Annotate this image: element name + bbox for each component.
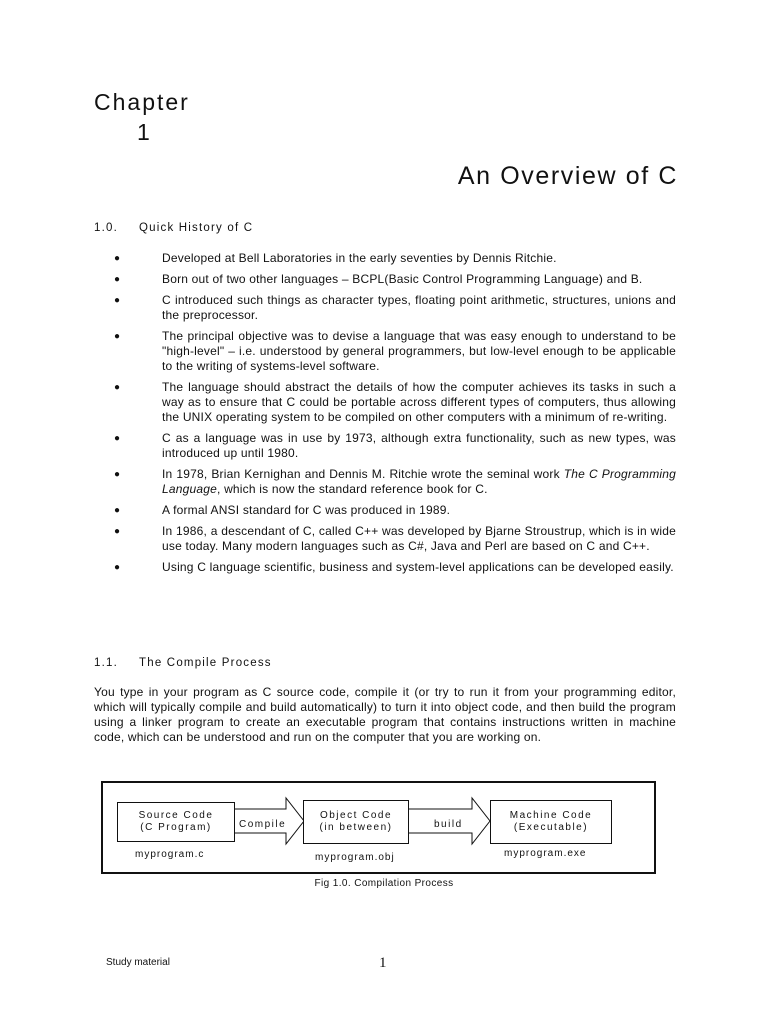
machine-filename: myprogram.exe <box>504 848 587 859</box>
section-title: Quick History of C <box>139 222 254 234</box>
bullet-icon: ● <box>114 295 121 306</box>
section-heading-compile <box>94 657 272 669</box>
chapter-label: Chapter <box>94 89 190 115</box>
page-number: 1 <box>379 955 387 971</box>
object-filename: myprogram.obj <box>315 852 395 863</box>
bullet-icon: ● <box>114 274 121 285</box>
source-code-box: Source Code (C Program) <box>117 802 235 842</box>
build-label: build <box>434 819 463 830</box>
list-item: ● The principal objective was to devise a language that was easy enough to understand to be "high-level" – i.e. understood by general programmers, but low-level enough to be applicable to the writing of systems-level software. <box>114 329 676 373</box>
list-item: ● A formal ANSI standard for C was produced in 1989. <box>114 503 451 517</box>
compile-paragraph: You type in your program as C source code, compile it (or try to run it from your programming editor, which will typically compile and build automatically) to turn it into object code, and then build the program using a linker program to create an executable program that contains instructions written in machine code, which can be understood and run on the computer that you are working on. <box>94 685 676 744</box>
bullet-icon: ● <box>114 562 121 573</box>
bullet-icon: ● <box>114 382 121 393</box>
list-item: ● Using C language scientific, business and system-level applications can be developed easily. <box>114 560 674 574</box>
source-filename: myprogram.c <box>135 849 205 860</box>
list-item: ● C as a language was in use by 1973, although extra functionality, such as new types, was introduced up until 1980. <box>114 431 676 460</box>
object-code-box: Object Code (in between) <box>303 800 409 844</box>
bullet-icon: ● <box>114 469 121 480</box>
list-item: ● In 1978, Brian Kernighan and Dennis M. Ritchie wrote the seminal work The C Programming Language, which is now the standard reference book for C. <box>114 467 676 496</box>
section-number: 1.1. <box>94 657 118 669</box>
section-number: 1.0. <box>94 222 118 234</box>
list-item: ● Developed at Bell Laboratories in the early seventies by Dennis Ritchie. <box>114 251 557 265</box>
section-heading-history <box>94 222 253 234</box>
footer-label: Study material <box>106 957 170 968</box>
section-title: The Compile Process <box>139 657 272 669</box>
list-item: ● In 1986, a descendant of C, called C++ was developed by Bjarne Stroustrup, which is in wide use today. Many modern languages such as C#, Java and Perl are based on C and C++. <box>114 524 676 553</box>
figure-caption: Fig 1.0. Compilation Process <box>314 878 454 889</box>
bullet-icon: ● <box>114 433 121 444</box>
compilation-diagram <box>101 781 656 874</box>
page-title: An Overview of C <box>457 162 678 190</box>
list-item: ● The language should abstract the details of how the computer achieves its tasks in such a way as to ensure that C could be portable across different types of computers, thus allowing the UNIX operating system to be compiled on other computers with a minimum of re-writing. <box>114 380 676 424</box>
bullet-icon: ● <box>114 505 121 516</box>
bullet-icon: ● <box>114 253 121 264</box>
compile-label: Compile <box>239 819 287 830</box>
list-item: ● C introduced such things as character types, floating point arithmetic, structures, unions and the preprocessor. <box>114 293 676 322</box>
bullet-icon: ● <box>114 331 121 342</box>
list-item: ● Born out of two other languages – BCPL(Basic Control Programming Language) and B. <box>114 272 643 286</box>
bullet-icon: ● <box>114 526 121 537</box>
chapter-number: 1 <box>137 119 150 145</box>
history-bullet-list <box>94 251 676 581</box>
machine-code-box: Machine Code (Executable) <box>490 800 612 844</box>
book-title: The C Programming Language <box>162 467 676 496</box>
